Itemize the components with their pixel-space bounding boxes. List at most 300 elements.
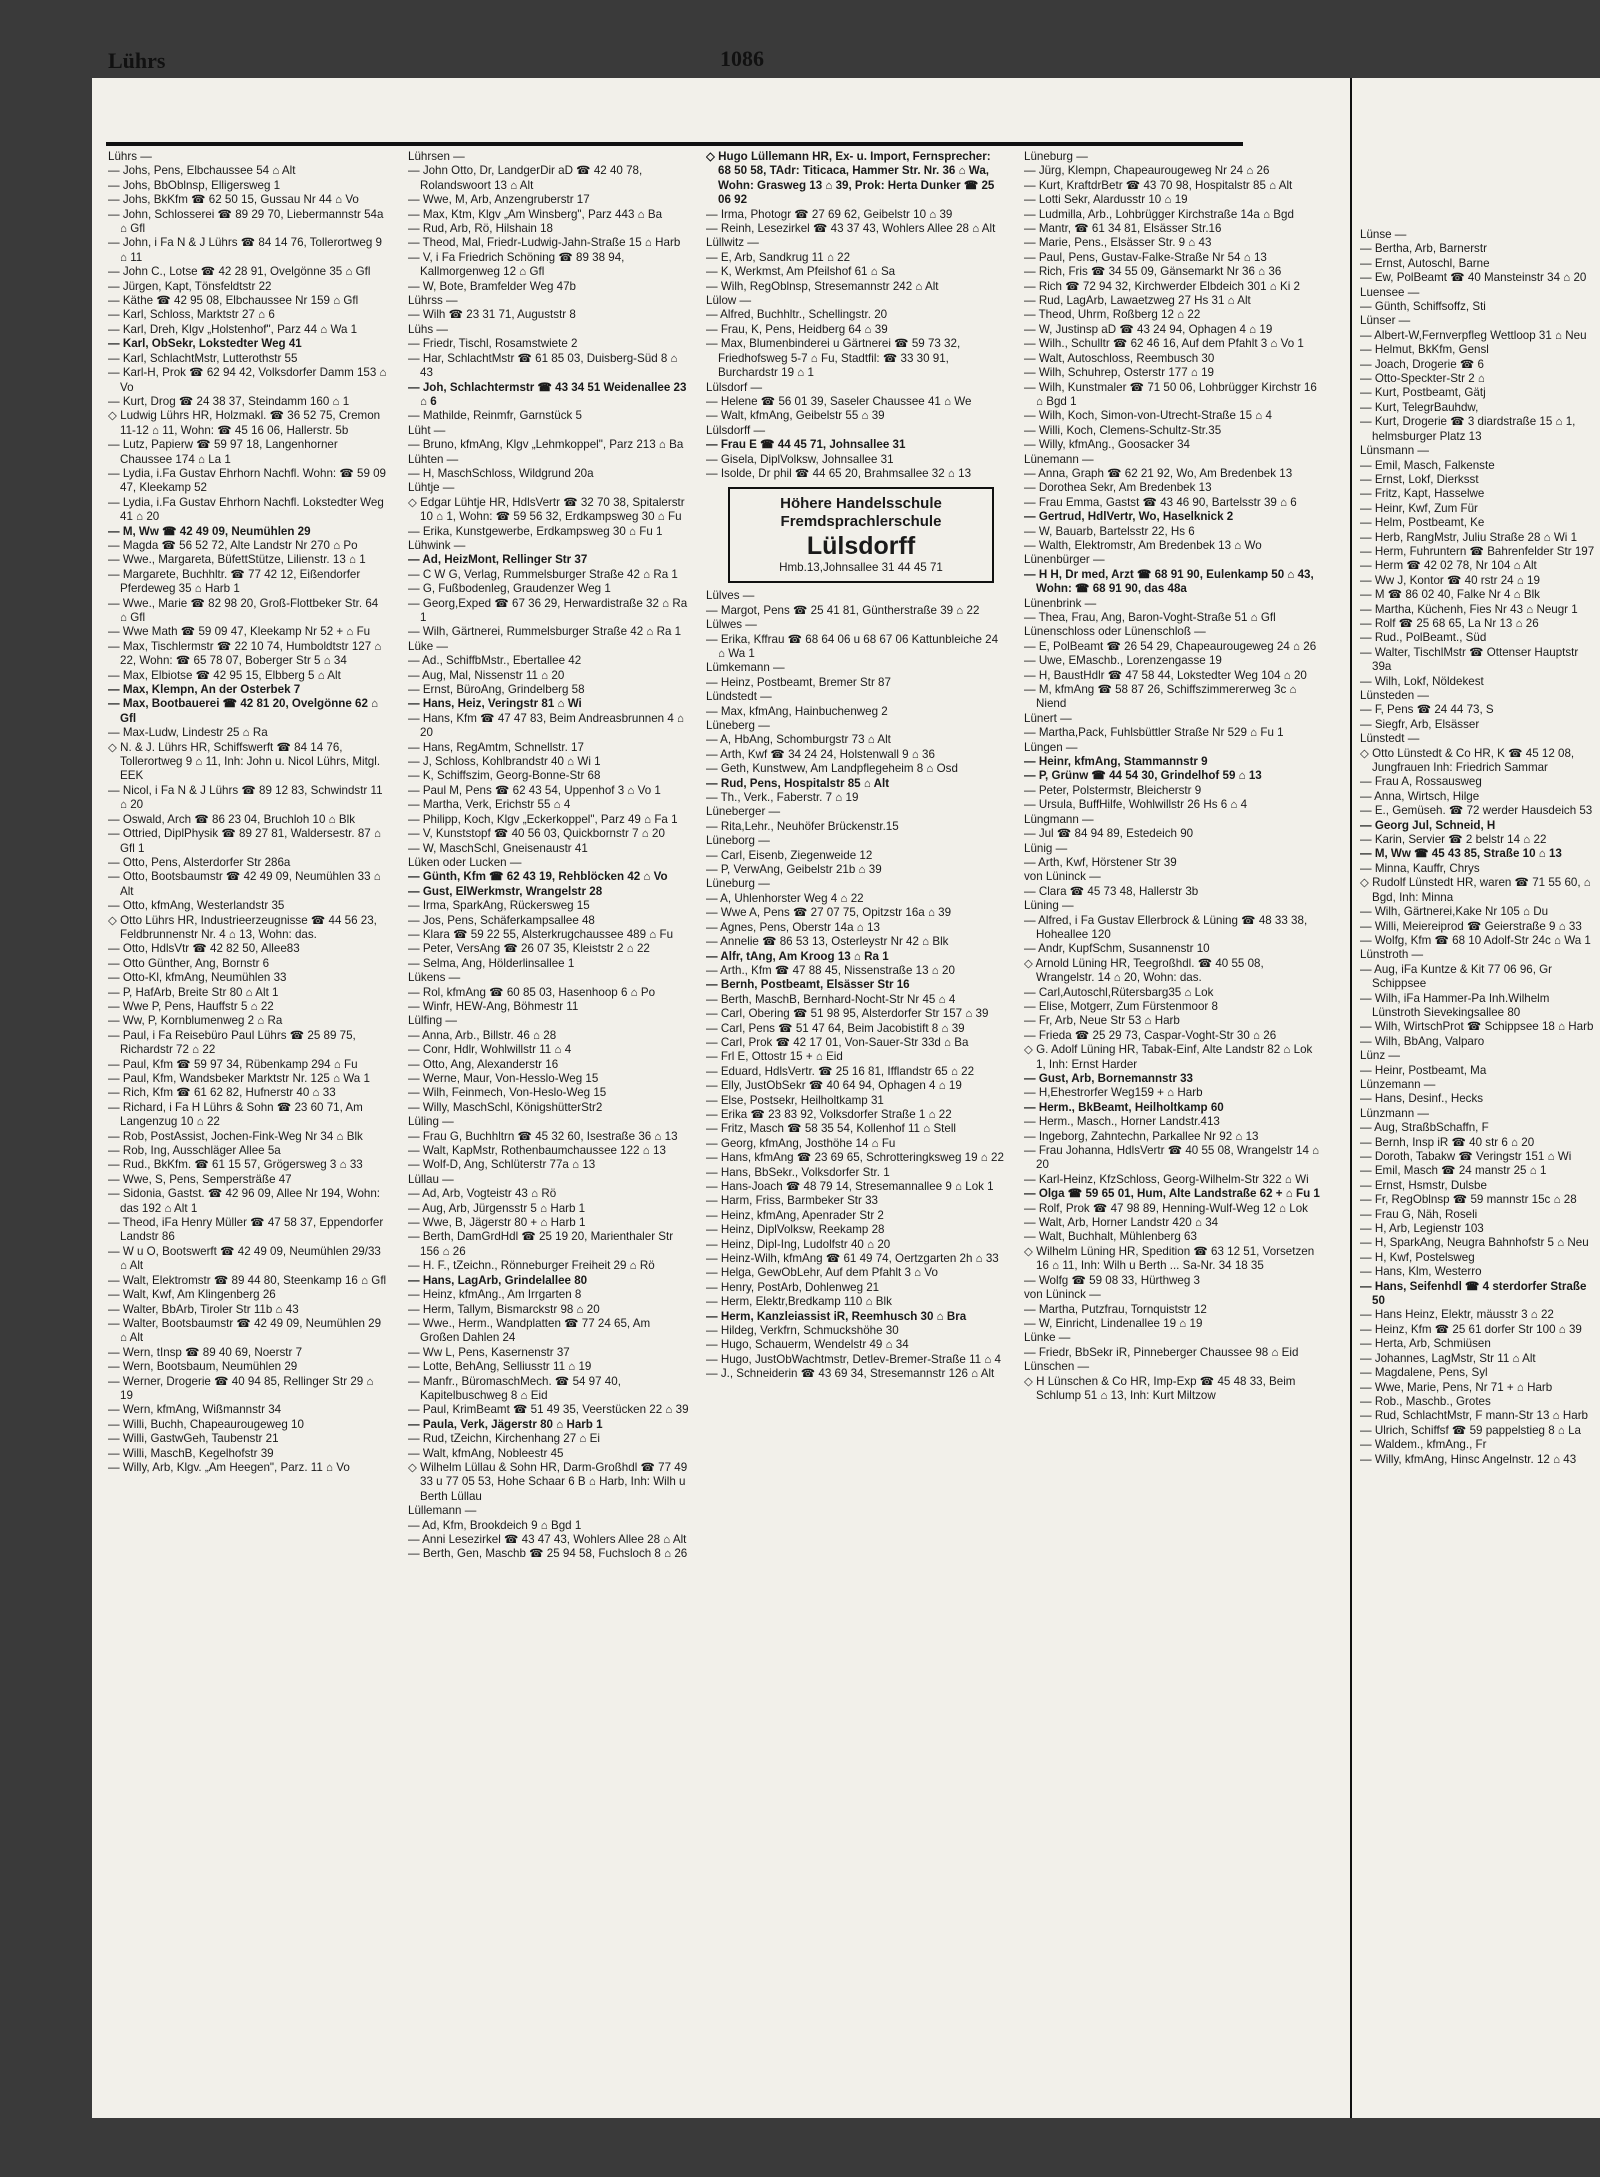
directory-entry: — Conr, Hdlr, Wohlwillstr 11 ⌂ 4 — [408, 1043, 572, 1057]
directory-entry: — Willi, Meiereiprod ☎ Geierstraße 9 ⌂ 33 — [1360, 919, 1582, 933]
directory-entry: — Paula, Verk, Jägerstr 80 ⌂ Harb 1 — [408, 1417, 603, 1431]
directory-entry: — Herta, Arb, Schmiüsen — [1360, 1337, 1491, 1351]
directory-entry: — Hans, Klm, Westerro — [1360, 1265, 1482, 1279]
directory-entry: — Alfred, i Fa Gustav Ellerbrock & Lüning ☎ 48 33 38, Hoheallee 120 — [1024, 913, 1308, 941]
directory-entry: — Jul ☎ 84 94 89, Estedeich 90 — [1024, 827, 1194, 841]
directory-entry: — Paul, Kfm ☎ 59 97 34, Rübenkamp 294 ⌂ Fu — [108, 1057, 358, 1071]
directory-entry: — Walt, Autoschloss, Reembusch 30 — [1024, 351, 1215, 365]
directory-entry: — H,Ehestrorfer Weg159 + ⌂ Harb — [1024, 1086, 1203, 1100]
directory-entry: — Joh, Schlachtermstr ☎ 43 34 51 Weidenallee 23 ⌂ 6 — [408, 380, 687, 408]
directory-entry: — Ad., SchiffbMstr., Ebertallee 42 — [408, 654, 582, 668]
surname-heading: Lüling — — [408, 1115, 454, 1129]
directory-entry: — Wwe Math ☎ 59 09 47, Kleekamp Nr 52 + ⌂ Fu — [108, 625, 371, 639]
directory-entry: — Hans, kfmAng ☎ 23 69 65, Schrotteringksweg 19 ⌂ 22 — [706, 1151, 1004, 1165]
directory-entry: — Wwe, M, Arb, Anzengruberstr 17 — [408, 193, 590, 207]
directory-entry: — Ernst, Autoschl, Barne — [1360, 256, 1490, 270]
directory-entry: — Hans, Seifenhdl ☎ 4 sterdorfer Straße 50 — [1360, 1279, 1587, 1308]
directory-entry: — Gertrud, HdlVertr, Wo, Haselknick 2 — [1024, 510, 1234, 524]
surname-heading: Lünsteden — — [1360, 689, 1429, 702]
surname-heading: Lünstedt — — [1360, 732, 1420, 746]
directory-entry: — Hildeg, Verkfrn, Schmuckshöhe 30 — [706, 1324, 899, 1338]
directory-entry: — Frau Emma, Gastst ☎ 43 46 90, Bartelsstr 39 ⌂ 6 — [1024, 495, 1297, 509]
directory-entry: — Karl, ObSekr, Lokstedter Weg 41 — [108, 337, 302, 351]
directory-entry: — Jos, Pens, Schäferkampsallee 48 — [408, 913, 595, 927]
directory-entry: — Herm, Tallym, Bismarckstr 98 ⌂ 20 — [408, 1302, 600, 1316]
surname-heading: Lükens — — [408, 971, 461, 985]
directory-entry: — Lydia, i.Fa Gustav Ehrhorn Nachfl. Wohn: ☎ 59 09 47, Kleekamp 52 — [108, 466, 387, 495]
directory-entry: — H, Arb, Legienstr 103 — [1360, 1222, 1484, 1236]
surname-heading: Lülves — — [706, 589, 755, 603]
directory-entry: — Hans, LagArb, Grindelallee 80 — [408, 1273, 588, 1287]
directory-entry: — Arth., Kfm ☎ 47 88 45, Nissenstraße 13 ⌂ 20 — [706, 963, 955, 977]
directory-entry: — M ☎ 86 02 40, Falke Nr 4 ⌂ Blk — [1360, 588, 1540, 602]
directory-entry: — Karl, Schloss, Marktstr 27 ⌂ 6 — [108, 308, 275, 322]
directory-entry: — Bruno, kfmAng, Klgv „Lehmkoppel", Parz 213 ⌂ Ba — [408, 438, 684, 452]
directory-entry: — Ursula, BuffHilfe, Wohlwillstr 26 Hs 6 ⌂ 4 — [1024, 798, 1248, 812]
directory-entry: — Herm., Masch., Horner Landstr.413 — [1024, 1115, 1220, 1129]
directory-entry: — Arth, Kwf ☎ 34 24 24, Holstenwall 9 ⌂ 36 — [706, 747, 935, 761]
directory-entry: — Walt, kfmAng, Nobleestr 45 — [408, 1446, 564, 1460]
directory-entry: — Fr, Arb, Neue Str 53 ⌂ Harb — [1024, 1014, 1180, 1028]
surname-heading: Lüllemann — — [408, 1504, 477, 1518]
directory-entry: — Wwe., Herm., Wandplatten ☎ 77 24 65, Am Großen Dahlen 24 — [408, 1316, 651, 1345]
directory-entry: — Wern, kfmAng, Wißmannstr 34 — [108, 1403, 282, 1417]
directory-entry: — Hugo, JustObWachtmstr, Detlev-Bremer-Straße 11 ⌂ 4 — [706, 1352, 1001, 1366]
directory-entry: — Paul, Kfm, Wandsbeker Marktstr Nr. 125 ⌂ Wa 1 — [108, 1072, 370, 1085]
directory-entry: — W, Bauarb, Bartelsstr 22, Hs 6 — [1024, 524, 1195, 538]
directory-entry: — Friedr, BbSekr iR, Pinneberger Chaussee 98 ⌂ Eid — [1024, 1345, 1299, 1359]
directory-entry: — Rich ☎ 72 94 32, Kirchwerder Elbdeich 301 ⌂ Ki 2 — [1024, 279, 1300, 293]
directory-entry: — Paul, Pens, Gustav-Falke-Straße Nr 54 ⌂ 13 — [1024, 250, 1267, 264]
directory-entry: — Herb, RangMstr, Juliu Straße 28 ⌂ Wi 1 — [1360, 530, 1578, 544]
directory-entry: — Otto-Speckter-Str 2 ⌂ — [1360, 372, 1485, 386]
directory-entry: — Lutz, Papierw ☎ 59 97 18, Langenhorner Chaussee 174 ⌂ La 1 — [108, 438, 338, 466]
directory-entry: — Hans, Heiz, Veringstr 81 ⌂ Wi — [408, 697, 582, 711]
directory-entry: — Walter, BbArb, Tiroler Str 11b ⌂ 43 — [108, 1302, 299, 1316]
directory-entry: — Aug, Arb, Jürgensstr 5 ⌂ Harb 1 — [408, 1201, 586, 1215]
directory-entry: — Rud, SchlachtMstr, F mann-Str 13 ⌂ Harb — [1360, 1409, 1589, 1423]
surname-heading: Lünz — — [1360, 1049, 1400, 1063]
directory-entry: — Johannes, LagMstr, Str 11 ⌂ Alt — [1360, 1351, 1536, 1365]
directory-entry: — Helene ☎ 56 01 39, Saseler Chaussee 41 ⌂ We — [706, 394, 972, 408]
directory-entry: — P, VerwAng, Geibelstr 21b ⌂ 39 — [706, 863, 882, 877]
directory-entry: — Kurt, Postbeamt, Gätj — [1360, 386, 1486, 400]
directory-entry: — Reinh, Lesezirkel ☎ 43 37 43, Wohlers Allee 28 ⌂ Alt — [706, 222, 996, 236]
directory-entry: — Georg, kfmAng, Josthöhe 14 ⌂ Fu — [706, 1136, 896, 1150]
directory-entry: — Hans Heinz, Elektr, mäusstr 3 ⌂ 22 — [1360, 1308, 1554, 1322]
directory-entry: — Theod, iFa Henry Müller ☎ 47 58 37, Eppendorfer Landstr 86 — [108, 1216, 384, 1244]
facing-page — [1352, 78, 1600, 2118]
surname-heading: Lülwes — — [706, 618, 757, 632]
page-number: 1086 — [720, 46, 764, 71]
directory-entry: — Otto-Kl, kfmAng, Neumühlen 33 — [108, 971, 287, 985]
directory-entry: — Rob, PostAssist, Jochen-Fink-Weg Nr 34 ⌂ Blk — [108, 1129, 363, 1143]
surname-heading: Lülow — — [706, 294, 752, 308]
directory-entry: — Rud, Arb, Rö, Hilshain 18 — [408, 222, 553, 236]
surname-heading: Lülsdorff — — [706, 423, 766, 437]
directory-entry: — Ottried, DiplPhysik ☎ 89 27 81, Waldersestr. 87 ⌂ Gfl 1 — [108, 827, 381, 855]
surname-heading: Lünenbrink — — [1024, 596, 1097, 610]
directory-entry: — Willi, MaschB, Kegelhofstr 39 — [108, 1446, 274, 1460]
directory-entry: — Frau G, Näh, Roseli — [1360, 1207, 1478, 1221]
directory-entry: — Frieda ☎ 25 29 73, Caspar-Voght-Str 30 ⌂ 26 — [1024, 1028, 1277, 1042]
directory-entry: — Fr, RegOblnsp ☎ 59 mannstr 15c ⌂ 28 — [1360, 1193, 1577, 1207]
directory-entry: — A, Uhlenhorster Weg 4 ⌂ 22 — [706, 891, 864, 905]
directory-entry: — Günth, Kfm ☎ 62 43 19, Rehblöcken 42 ⌂ Vo — [408, 870, 668, 884]
directory-entry: — E, PolBeamt ☎ 26 54 29, Chapeaurougeweg 24 ⌂ 26 — [1024, 639, 1317, 653]
directory-entry: — Gust, ElWerkmstr, Wrangelstr 28 — [408, 884, 603, 898]
directory-entry: — Rita,Lehr., Neuhöfer Brückenstr.15 — [706, 819, 899, 833]
directory-entry: — Waldem., kfmAng., Fr — [1360, 1438, 1487, 1452]
page-header — [108, 48, 1243, 74]
directory-entry: — Klara ☎ 59 22 55, Alsterkrugchaussee 489 ⌂ Fu — [408, 927, 674, 941]
directory-entry: — K, Werkmst, Am Pfeilshof 61 ⌂ Sa — [706, 265, 896, 279]
directory-entry: — Nicol, i Fa N & J Lührs ☎ 89 12 83, Schwindstr 11 ⌂ 20 — [108, 783, 383, 812]
directory-entry: — Winfr, HEW-Ang, Böhmestr 11 — [408, 999, 579, 1013]
directory-entry: — Hans, Desinf., Hecks — [1360, 1092, 1484, 1106]
directory-entry: — Wilh, BbAng, Valparo — [1360, 1034, 1485, 1048]
directory-entry: — Wwe A, Pens ☎ 27 07 75, Opitzstr 16a ⌂ 39 — [706, 906, 952, 920]
directory-entry: — Anni Lesezirkel ☎ 43 47 43, Wohlers Allee 28 ⌂ Alt — [408, 1533, 687, 1546]
directory-entry: — Max, Elbiotse ☎ 42 95 15, Elbberg 5 ⌂ Alt — [108, 668, 341, 682]
directory-entry: ◇ Wilhelm Lüning HR, Spedition ☎ 63 12 51, Vorsetzen 16 ⌂ 11, Inh: Wilh u Berth ... Sa-Nr. 34 18 35 — [1024, 1244, 1315, 1273]
directory-entry: — Paul, KrimBeamt ☎ 51 49 35, Veerstücken 22 ⌂ 39 — [408, 1403, 689, 1417]
directory-entry: — Gust, Arb, Bornemannstr 33 — [1024, 1072, 1193, 1085]
directory-entry: ◇ Otto Lührs HR, Industrieerzeugnisse ☎ 44 56 23, Feldbrunnenstr Nr. 4 ⌂ 13, Wohn: das. — [108, 913, 377, 941]
surname-heading: Lünzmann — — [1360, 1106, 1429, 1120]
directory-entry: — Hans, RegAmtm, Schnellstr. 17 — [408, 740, 584, 754]
directory-entry: ◇ Edgar Lühtje HR, HdlsVertr ☎ 32 70 38, Spitalerstr 10 ⌂ 1, Wohn: ☎ 59 56 32, Erdkampsweg 30 ⌂ Fu — [408, 495, 685, 524]
surname-heading: Lümkemann — — [706, 661, 785, 675]
directory-entry: — Carl, Pens ☎ 51 47 64, Beim Jacobistift 8 ⌂ 39 — [706, 1021, 965, 1035]
directory-entry: — Th., Verk., Faberstr. 7 ⌂ 19 — [706, 791, 859, 805]
directory-entry: — W, MaschSchl, Gneisenaustr 41 — [408, 841, 588, 855]
directory-entry: — Irma, SparkAng, Rückersweg 15 — [408, 899, 590, 913]
directory-entry: — Mantr, ☎ 61 34 81, Elsässer Str.16 — [1024, 222, 1222, 236]
directory-entry: — Walt, Buchhalt, Mühlenberg 63 — [1024, 1230, 1197, 1244]
directory-entry: — Mathilde, Reinmfr, Garnstück 5 — [408, 409, 582, 423]
directory-entry: — Wolf-D, Ang, Schlüterstr 77a ⌂ 13 — [408, 1158, 596, 1172]
directory-entry: — Werne, Maur, Von-Hesslo-Weg 15 — [408, 1072, 599, 1085]
directory-entry: — Wwe., Marie ☎ 82 98 20, Groß-Flottbeker Str. 64 ⌂ Gfl — [108, 596, 379, 624]
directory-entry: — Walt, KapMstr, Rothenbaumchaussee 122 ⌂ 13 — [408, 1144, 666, 1158]
surname-heading: Lühs — — [408, 322, 448, 336]
directory-entry: ◇ Arnold Lüning HR, Teegroßhdl. ☎ 40 55 08, Wrangelstr. 14 ⌂ 20, Wohn: das. — [1024, 956, 1264, 985]
directory-entry: — Wilh ☎ 23 31 71, Auguststr 8 — [408, 308, 576, 322]
surname-heading: Lünzemann — — [1360, 1077, 1436, 1091]
directory-entry: — H, Kwf, Postelsweg — [1360, 1250, 1475, 1264]
directory-entry: — Karin, Servier ☎ 2 belstr 14 ⌂ 22 — [1360, 833, 1547, 847]
directory-entry: — Clara ☎ 45 73 48, Hallerstr 3b — [1024, 884, 1199, 898]
directory-entry: — Otto, Bootsbaumstr ☎ 42 49 09, Neumühlen 33 ⌂ Alt — [108, 870, 381, 898]
directory-entry: — Rich, Fris ☎ 34 55 09, Gänsemarkt Nr 36 ⌂ 36 — [1024, 265, 1282, 279]
directory-entry: — K, Schiffszim, Georg-Bonne-Str 68 — [408, 769, 601, 783]
surname-heading: Lühten — — [408, 452, 459, 466]
directory-entry: — Ulrich, Schiffsf ☎ 59 pappelstieg 8 ⌂ La — [1360, 1423, 1582, 1437]
directory-entry: — Ew, PolBeamt ☎ 40 Mansteinstr 34 ⌂ 20 — [1360, 271, 1587, 285]
directory-entry: — Herm., BkBeamt, Heilholtkamp 60 — [1024, 1100, 1224, 1114]
directory-entry: — Rob., Maschb., Grotes — [1360, 1394, 1491, 1408]
directory-entry: — Lotte, BehAng, Selliusstr 11 ⌂ 19 — [408, 1360, 592, 1374]
directory-entry: — Kurt, KraftdrBetr ☎ 43 70 98, Hospitalstr 85 ⌂ Alt — [1024, 178, 1293, 192]
directory-entry: — P, Grünw ☎ 44 54 30, Grindelhof 59 ⌂ 13 — [1024, 769, 1262, 783]
directory-entry: — Olga ☎ 59 65 01, Hum, Alte Landstraße 62 + ⌂ Fu 1 — [1024, 1187, 1320, 1201]
directory-entry: ◇ H Lünschen & Co HR, Imp-Exp ☎ 45 48 33, Beim Schlump 51 ⌂ 13, Inh: Kurt Miltzow — [1024, 1374, 1296, 1402]
directory-entry: — Max, Blumenbinderei u Gärtnerei ☎ 59 73 32, Friedhofsweg 5-7 ⌂ Fu, Stadtfil: ☎ 33 30 91, Burchardstr 19 ⌂ 1 — [706, 337, 961, 380]
directory-entry: — W, Einricht, Lindenallee 19 ⌂ 19 — [1024, 1316, 1203, 1330]
directory-entry: — Hans, BbSekr., Volksdorfer Str. 1 — [706, 1165, 890, 1179]
directory-entry: — Peter, Polstermstr, Bleicherstr 9 — [1024, 783, 1202, 797]
directory-entry: — Frau E ☎ 44 45 71, Johnsallee 31 — [706, 438, 906, 452]
directory-entry: — Oswald, Arch ☎ 86 23 04, Bruchloh 10 ⌂ Blk — [108, 812, 355, 826]
directory-entry: — Lotti Sekr, Alardusstr 10 ⌂ 19 — [1024, 193, 1188, 207]
directory-entry: — Bertha, Arb, Barnerstr — [1360, 242, 1487, 256]
directory-entry: — Karl, SchlachtMstr, Lutterothstr 55 — [108, 351, 298, 365]
directory-entry: — Wern, tInsp ☎ 89 40 69, Noerstr 7 — [108, 1345, 303, 1359]
directory-entry: — Magdalene, Pens, Syl — [1360, 1366, 1488, 1380]
directory-entry: — Friedr, Tischl, Rosamstwiete 2 — [408, 337, 578, 351]
directory-entry: — Paul, i Fa Reisebüro Paul Lührs ☎ 25 89 75, Richardstr 72 ⌂ 22 — [108, 1028, 356, 1057]
column-3 — [706, 150, 1006, 2030]
directory-entry: — Wilh, Kunstmaler ☎ 71 50 06, Lohbrügger Kirchstr 16 ⌂ Bgd 1 — [1024, 380, 1317, 408]
directory-entry: — Willi, Koch, Clemens-Schultz-Str.35 — [1024, 423, 1222, 437]
surname-heading: von Lüninck — — [1024, 1288, 1101, 1302]
surname-heading: Lünenschloss oder Lünenschloß — — [1024, 625, 1206, 639]
directory-entry: — Rolf, Prok ☎ 47 98 89, Henning-Wulf-Weg 12 ⌂ Lok — [1024, 1201, 1308, 1215]
directory-entry: — Max, Bootbauerei ☎ 42 81 20, Ovelgönne 62 ⌂ Gfl — [108, 697, 379, 725]
directory-entry: ◇ Rudolf Lünstedt HR, waren ☎ 71 55 60, ⌂ Bgd, Inh: Minna — [1360, 876, 1591, 904]
directory-entry: — Wilh, Gärtnerei,Kake Nr 105 ⌂ Du — [1360, 905, 1549, 919]
directory-entry: — Carl, Eisenb, Ziegenweide 12 — [706, 848, 873, 862]
directory-entry: — Johs, Pens, Elbchaussee 54 ⌂ Alt — [108, 164, 296, 178]
directory-entry: — Arth, Kwf, Hörstener Str 39 — [1024, 855, 1177, 869]
directory-entry: — Helga, GewObLehr, Auf dem Pfahlt 3 ⌂ Vo — [706, 1266, 938, 1280]
directory-entry: — Heinz, DiplVolksw, Reekamp 28 — [706, 1223, 885, 1237]
directory-entry: — Willy, kfmAng, Hinsc Angelnstr. 12 ⌂ 43 — [1360, 1452, 1577, 1466]
directory-entry: — Wwe., Margareta, BüfettStütze, Lilienstr. 13 ⌂ 1 — [108, 553, 366, 567]
directory-entry: — M, kfmAng ☎ 58 87 26, Schiffszimmererweg 3c ⌂ Niend — [1024, 683, 1297, 711]
directory-entry: — Emil, Masch, Falkenste — [1360, 458, 1495, 472]
directory-entry: — Alfr, tAng, Am Kroog 13 ⌂ Ra 1 — [706, 949, 889, 963]
ad-school-name: Lülsdorff — [806, 532, 916, 561]
directory-entry: — Heinr, Kwf, Zum Für — [1360, 501, 1478, 515]
directory-entry: — Heinz, Postbeamt, Bremer Str 87 — [706, 675, 891, 689]
directory-entry: — Wilh, RegOblnsp, Stresemannstr 242 ⌂ Alt — [706, 279, 939, 293]
surname-heading: Lünenbürger — — [1024, 553, 1105, 567]
directory-entry: — Wilh, Schuhrep, Osterstr 177 ⌂ 19 — [1024, 366, 1215, 380]
surname-heading: Lühtje — — [408, 481, 455, 495]
directory-entry: — Frau Johanna, HdlsVertr ☎ 40 55 08, Wrangelstr 14 ⌂ 20 — [1024, 1144, 1320, 1172]
surname-heading: Lühwink — — [408, 538, 466, 552]
directory-entry: — Irma, Photogr ☎ 27 69 62, Geibelstr 10 ⌂ 39 — [706, 207, 953, 221]
directory-entry: — Georg Jul, Schneid, H — [1360, 818, 1496, 832]
surname-heading: Lüneberg — — [706, 719, 770, 732]
directory-entry: — J., Schneiderin ☎ 43 69 34, Stresemannstr 126 ⌂ Alt — [706, 1367, 995, 1381]
ad-line-1: Höhere Handelsschule — [780, 495, 942, 513]
directory-entry: — Helm, Postbeamt, Ke — [1360, 516, 1485, 530]
directory-entry: — Paul M, Pens ☎ 62 43 54, Uppenhof 3 ⌂ Vo 1 — [408, 783, 661, 797]
directory-entry: — Max, Tischlermstr ☎ 22 10 74, Humboldtstr 127 ⌂ 22, Wohn: ☎ 65 78 07, Boberger Str 5 ⌂ 34 — [108, 639, 382, 668]
directory-entry: — H. F., tZeichn., Rönneburger Freiheit 29 ⌂ Rö — [408, 1259, 655, 1273]
ad-address: Hmb.13,Johnsallee 31 44 45 71 — [779, 561, 943, 575]
directory-entry: — Anna, Graph ☎ 62 21 92, Wo, Am Bredenbek 13 — [1024, 466, 1293, 480]
surname-heading: Lünig — — [1024, 841, 1068, 855]
directory-entry: — Ludmilla, Arb., Lohbrügger Kirchstraße 14a ⌂ Bgd — [1024, 207, 1294, 221]
directory-entry: — Günth, Schiffsoffz, Sti — [1360, 300, 1486, 314]
directory-entry: — Lydia, i.Fa Gustav Ehrhorn Nachfl. Lokstedter Weg 41 ⌂ 20 — [108, 495, 384, 524]
directory-entry: — H, SparkAng, Neugra Bahnhofstr 5 ⌂ Neu — [1360, 1236, 1589, 1250]
surname-heading: Lüken oder Lucken — — [408, 855, 522, 869]
running-head: Lührs — [108, 48, 166, 73]
directory-entry: — Ernst, BüroAng, Grindelberg 58 — [408, 683, 585, 697]
directory-entry: — Aug, Mal, Nissenstr 11 ⌂ 20 — [408, 668, 565, 682]
directory-entry: — Wolfg ☎ 59 08 33, Hürthweg 3 — [1024, 1273, 1200, 1287]
directory-entry: — John Otto, Dr, LandgerDir aD ☎ 42 40 78, Rolandswoort 13 ⌂ Alt — [408, 164, 643, 192]
directory-entry: — Käthe ☎ 42 95 08, Elbchaussee Nr 159 ⌂ Gfl — [108, 294, 359, 308]
directory-entry: — Rud, Pens, Hospitalstr 85 ⌂ Alt — [706, 776, 890, 790]
surname-heading: Lüht — — [408, 423, 446, 437]
surname-heading: Lührss — — [408, 294, 458, 308]
directory-entry: ◇ Hugo Lüllemann HR, Ex- u. Import, Fernsprecher: 68 50 58, TAdr: Titicaca, Hammer Str. Nr. 36 ⌂ Wa, Wohn: Grasweg 13 ⌂ 39, Prok: Herta Dunker ☎ 25 06 92 — [706, 150, 995, 207]
directory-entry: ◇ Ludwig Lührs HR, Holzmakl. ☎ 36 52 75, Cremon 11-12 ⌂ 11, Wohn: ☎ 45 16 06, Hallerstr. 5b — [108, 409, 381, 437]
directory-entry: — Frau A, Rossausweg — [1360, 775, 1482, 789]
directory-entry: — Willi, GastwGeh, Taubenstr 21 — [108, 1432, 279, 1446]
directory-entry: — Henry, PostArb, Dohlenweg 21 — [706, 1280, 880, 1294]
directory-entry: — Thea, Frau, Ang, Baron-Voght-Straße 51 ⌂ Gfl — [1024, 611, 1276, 624]
directory-entry: — Rud., PolBeamt., Süd — [1360, 631, 1487, 645]
directory-entry: — Margot, Pens ☎ 25 41 81, Güntherstraße 39 ⌂ 22 — [706, 603, 980, 617]
directory-entry: — Max, Ktm, Klgv „Am Winsberg", Parz 443 ⌂ Ba — [408, 207, 663, 221]
directory-entry: — Agnes, Pens, Oberstr 14a ⌂ 13 — [706, 920, 880, 934]
directory-entry: — Wilh, Lokf, Nöldekest — [1360, 674, 1484, 688]
directory-entry: — John, Schlosserei ☎ 89 29 70, Liebermannstr 54a ⌂ Gfl — [108, 207, 384, 236]
directory-entry: — H H, Dr med, Arzt ☎ 68 91 90, Eulenkamp 50 ⌂ 43, Wohn: ☎ 68 91 90, das 48a — [1024, 567, 1314, 596]
directory-entry: — Richard, i Fa H Lührs & Sohn ☎ 23 60 71, Am Langenzug 10 ⌂ 22 — [108, 1100, 363, 1129]
directory-entry: — Helmut, BkKfm, Gensl — [1360, 343, 1489, 357]
directory-entry: — Kurt, TelegrBauhdw, — [1360, 400, 1479, 414]
directory-entry: — Carl, Prok ☎ 42 17 01, Von-Sauer-Str 33d ⌂ Ba — [706, 1035, 969, 1049]
directory-entry: — Ad, Kfm, Brookdeich 9 ⌂ Bgd 1 — [408, 1518, 582, 1532]
directory-entry: — Walter, Bootsbaumstr ☎ 42 49 09, Neumühlen 29 ⌂ Alt — [108, 1316, 382, 1345]
directory-entry: — Ernst, Hsmstr, Dulsbe — [1360, 1178, 1487, 1192]
directory-entry: — Else, Postsekr, Heilholtkamp 31 — [706, 1093, 884, 1107]
directory-entry: — W, Justinsp aD ☎ 43 24 94, Ophagen 4 ⌂ 19 — [1024, 322, 1273, 336]
directory-entry: — Carl, Obering ☎ 51 98 95, Alsterdorfer Str 157 ⌂ 39 — [706, 1007, 989, 1021]
directory-entry: — Sidonia, Gastst. ☎ 42 96 09, Allee Nr 194, Wohn: das 192 ⌂ Alt 1 — [108, 1187, 381, 1215]
surname-heading: Lüneborg — — [706, 834, 770, 848]
directory-entry: — Rob, Ing, Ausschläger Allee 5a — [108, 1144, 281, 1158]
directory-entry: — Otto Günther, Ang, Bornstr 6 — [108, 956, 270, 970]
directory-entry: — Otto, HdlsVtr ☎ 42 82 50, Allee83 — [108, 942, 300, 956]
directory-entry: — Annelie ☎ 86 53 13, Osterleystr Nr 42 ⌂ Blk — [706, 935, 949, 949]
directory-entry: — Willi, Buchh, Chapeaurougeweg 10 — [108, 1417, 304, 1431]
directory-entry: — M, Ww ☎ 42 49 09, Neumühlen 29 — [108, 524, 311, 538]
surname-heading: Lünke — — [1024, 1331, 1071, 1345]
column-2 — [408, 150, 690, 2030]
directory-entry: — Martha, Verk, Erichstr 55 ⌂ 4 — [408, 798, 571, 812]
directory-entry: — Ad, HeizMont, Rellinger Str 37 — [408, 553, 588, 567]
directory-entry: — Heinz, kfmAng., Am Irrgarten 8 — [408, 1288, 582, 1302]
directory-entry: — Walter, TischlMstr ☎ Ottenser Hauptstr 39a — [1360, 645, 1579, 674]
directory-entry: — Philipp, Koch, Klgv „Eckerkoppel", Parz 49 ⌂ Fa 1 — [408, 812, 678, 826]
directory-entry: — H, MaschSchloss, Wildgrund 20a — [408, 466, 594, 480]
directory-entry: — Anna, Wirtsch, Hilge — [1360, 789, 1480, 803]
directory-entry: — Selma, Ang, Hölderlinsallee 1 — [408, 956, 575, 970]
surname-heading: Lünser — — [1360, 314, 1411, 328]
directory-entry: — Heinr, kfmAng, Stammannstr 9 — [1024, 755, 1208, 769]
directory-entry: ◇ Otto Lünstedt & Co HR, K ☎ 45 12 08, Jungfrauen Inh: Friedrich Sammar — [1360, 746, 1575, 775]
directory-entry: — Max, kfmAng, Hainbuchenweg 2 — [706, 704, 888, 718]
directory-entry: — Heinz, kfmAng, Apenrader Str 2 — [706, 1208, 884, 1222]
directory-entry: — Wern, Bootsbaum, Neumühlen 29 — [108, 1360, 298, 1374]
directory-entry: — Wilh, Gärtnerei, Rummelsburger Straße 42 ⌂ Ra 1 — [408, 625, 682, 639]
surname-heading: Lüneburg — — [706, 877, 770, 891]
directory-entry: — Emil, Masch ☎ 24 manstr 25 ⌂ 1 — [1360, 1164, 1547, 1178]
directory-entry: — Martha, Küchenh, Fies Nr 43 ⌂ Neugr 1 — [1360, 602, 1578, 616]
directory-entry: — G, Fußbodenleg, Graudenzer Weg 1 — [408, 582, 611, 596]
directory-entry: — P, HafArb, Breite Str 80 ⌂ Alt 1 — [108, 985, 279, 999]
header-rule — [106, 142, 1243, 146]
directory-entry: — Walt, Kwf, Am Klingenberg 26 — [108, 1288, 276, 1302]
surname-heading: Lüllwitz — — [706, 236, 759, 250]
surname-heading: Lülfing — — [408, 1014, 457, 1028]
directory-entry: — Walt, Elektromstr ☎ 89 44 80, Steenkamp 16 ⌂ Gfl — [108, 1273, 387, 1287]
surname-heading: Lünstroth — — [1360, 948, 1424, 962]
surname-heading: Lüneberger — — [706, 805, 781, 819]
directory-entry: ◇ N. & J. Lührs HR, Schiffswerft ☎ 84 14 76, Tollerortweg 9 ⌂ 11, Inh: John u. Nicol Lührs, Mitgl. EEK — [108, 740, 381, 783]
directory-entry: — Erika, Kunstgewerbe, Erdkampsweg 30 ⌂ Fu 1 — [408, 524, 663, 538]
directory-entry: — C W G, Verlag, Rummelsburger Straße 42 ⌂ Ra 1 — [408, 567, 678, 581]
directory-entry: — Berth, Gen, Maschb ☎ 25 94 58, Fuchsloch 8 ⌂ 26 — [408, 1547, 688, 1561]
directory-entry: — Minna, Kauffr, Chrys — [1360, 861, 1480, 875]
directory-entry: — Wilh, Koch, Simon-von-Utrecht-Straße 15 ⌂ 4 — [1024, 409, 1272, 423]
directory-entry: — Johs, BbOblnsp, Elligersweg 1 — [108, 178, 281, 192]
directory-entry: — Wwe P, Pens, Hauffstr 5 ⌂ 22 — [108, 999, 274, 1013]
directory-entry: — Carl,Autoschl,Rütersbarg35 ⌂ Lok — [1024, 985, 1214, 999]
directory-entry: — Rolf ☎ 25 68 65, La Nr 13 ⌂ 26 — [1360, 616, 1539, 630]
directory-entry: — Heinz-Wilh, kfmAng ☎ 61 49 74, Oertzgarten 2h ⌂ 33 — [706, 1252, 999, 1266]
directory-entry: — Erika, Kffrau ☎ 68 64 06 u 68 67 06 Kattunbleiche 24 ⌂ Wa 1 — [706, 632, 999, 660]
directory-entry: — Heinz, Kfm ☎ 25 61 dorfer Str 100 ⌂ 39 — [1360, 1322, 1582, 1336]
directory-entry: — Bernh, Insp iR ☎ 40 str 6 ⌂ 20 — [1360, 1135, 1535, 1149]
directory-entry: — W u O, Bootswerft ☎ 42 49 09, Neumühlen 29/33 ⌂ Alt — [108, 1244, 381, 1273]
directory-entry: — Geth, Kunstwew, Am Landpflegeheim 8 ⌂ Osd — [706, 762, 958, 776]
directory-entry: — Max-Ludw, Lindestr 25 ⌂ Ra — [108, 726, 268, 740]
ad-line-2: Fremdsprachlerschule — [780, 513, 942, 531]
directory-entry: — F, Pens ☎ 24 44 73, S — [1360, 703, 1494, 717]
directory-entry: — Willy, MaschSchl, KönigshütterStr2 — [408, 1100, 603, 1114]
directory-entry: — Fritz, Kapt, Hasselwe — [1360, 487, 1485, 501]
directory-entry: — H, BaustHdlr ☎ 47 58 44, Lokstedter Weg 104 ⌂ 20 — [1024, 668, 1307, 682]
directory-entry: — Ernst, Lokf, Dierksst — [1360, 472, 1479, 486]
directory-entry: — Frl E, Ottostr 15 + ⌂ Eid — [706, 1050, 843, 1064]
directory-entry: — Albert-W,Fernverpfleg Wettloop 31 ⌂ Neu — [1360, 328, 1587, 342]
directory-entry: — Rud., BkKfm. ☎ 61 15 57, Grögersweg 3 ⌂ 33 — [108, 1158, 363, 1172]
directory-entry: — Wilh., Schulltr ☎ 62 46 16, Auf dem Pfahlt 3 ⌂ Vo 1 — [1024, 337, 1304, 351]
directory-entry: — Alfred, Buchhltr., Schellingstr. 20 — [706, 308, 888, 322]
directory-entry: — Theod, Mal, Friedr-Ludwig-Jahn-Straße 15 ⌂ Harb — [408, 236, 681, 250]
surname-heading: Lünert — — [1024, 711, 1072, 725]
directory-entry: — Herm, Elektr,Bredkamp 110 ⌂ Blk — [706, 1295, 892, 1309]
directory-entry: — Ad, Arb, Vogteistr 43 ⌂ Rö — [408, 1187, 557, 1201]
directory-entry: — Harm, Friss, Barmbeker Str 33 — [706, 1194, 879, 1208]
surname-heading: Lünse — — [1360, 228, 1407, 241]
surname-heading: Lührs — — [108, 150, 152, 163]
directory-entry: — Bernh, Postbeamt, Elsässer Str 16 — [706, 978, 910, 992]
surname-heading: Lünemann — — [1024, 452, 1094, 466]
directory-entry: — V, i Fa Friedrich Schöning ☎ 89 38 94, Kallmorgenweg 12 ⌂ Gfl — [408, 250, 625, 279]
surname-heading: Lündstedt — — [706, 690, 772, 704]
